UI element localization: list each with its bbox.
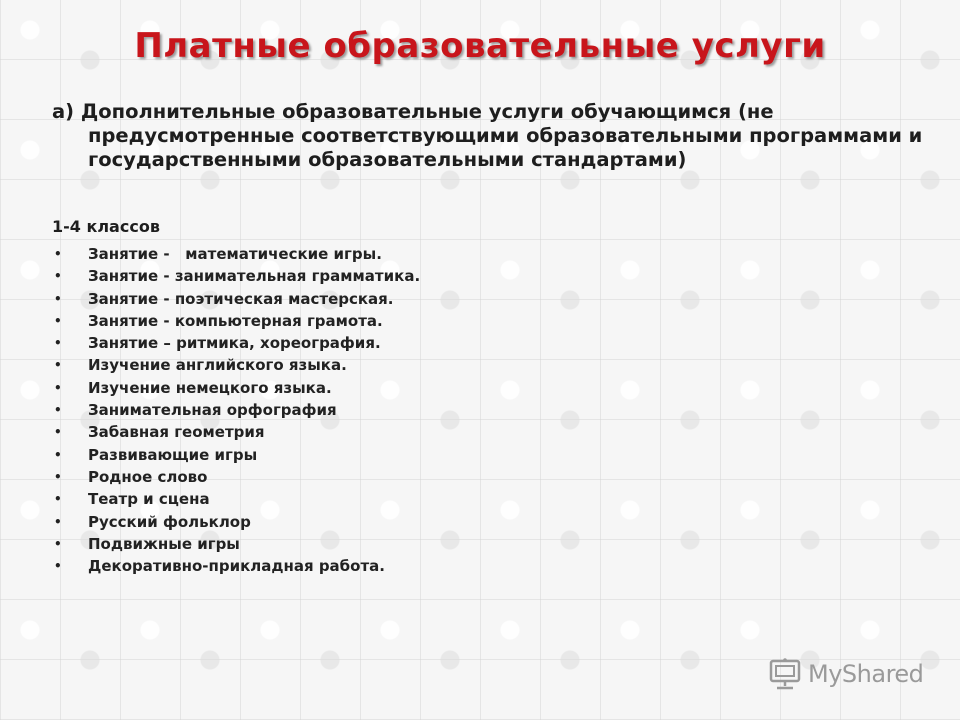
watermark-text: MyShared [808, 660, 924, 688]
bullet-icon: • [54, 380, 62, 395]
grade-label: 1-4 классов [52, 217, 160, 236]
list-item-text: Занятие - поэтическая мастерская. [88, 289, 394, 308]
bullet-icon: • [54, 247, 62, 261]
list-item-text: Изучение английского языка. [88, 356, 347, 375]
list-item [52, 511, 420, 533]
list-item-text: Занятие - занимательная грамматика. [88, 267, 421, 286]
list-item [52, 310, 420, 332]
list-item [52, 288, 420, 310]
bullet-icon: • [54, 469, 62, 484]
intro-paragraph: а) Дополнительные образовательные услуги обучающимся (не предусмотренные соответствующими образовательными программами и государственными образовательными стандартами) [52, 100, 923, 171]
list-item [52, 488, 420, 510]
list-item-text: Декоративно-прикладная работа. [88, 557, 385, 576]
list-item [52, 466, 420, 488]
list-item-text: Родное слово [88, 467, 208, 486]
bullet-icon: • [54, 336, 62, 351]
list-item [52, 421, 420, 443]
list-item [52, 243, 420, 265]
list-item [52, 399, 420, 421]
list-item-text: Занятие – ритмика, хореография. [88, 334, 381, 353]
list-item-text: Занятие - компьютерная грамота. [88, 311, 383, 330]
list-item-text: Русский фольклор [88, 512, 251, 531]
bullet-icon: • [54, 425, 62, 440]
list-item-text: Развивающие игры [88, 445, 258, 464]
bullet-icon: • [54, 559, 62, 574]
bullet-icon: • [54, 514, 62, 529]
list-item-text: Подвижные игры [88, 534, 240, 553]
list-item [52, 377, 420, 399]
bullet-icon: • [54, 313, 62, 328]
bullet-icon: • [54, 291, 62, 306]
list-item-text: Изучение немецкого языка. [88, 378, 332, 397]
list-item [52, 354, 420, 376]
myshared-watermark[interactable] [768, 656, 923, 692]
bullet-icon: • [54, 536, 62, 551]
bullet-icon: • [54, 358, 62, 373]
list-item [52, 265, 420, 287]
bullet-icon: • [54, 447, 62, 462]
presentation-board-icon [768, 657, 802, 691]
list-item [52, 533, 420, 555]
list-item-text: Занятие - математические игры. [88, 245, 382, 263]
list-item-text: Забавная геометрия [88, 423, 265, 442]
bullet-icon: • [54, 492, 62, 507]
list-item [52, 332, 420, 354]
bullet-icon: • [54, 403, 62, 418]
list-item [52, 555, 420, 577]
slide-title: Платные образовательные услуги [134, 26, 826, 66]
list-item-text: Театр и сцена [88, 490, 210, 509]
services-list [52, 243, 420, 577]
list-item [52, 444, 420, 466]
list-item-text: Занимательная орфография [88, 401, 337, 420]
bullet-icon: • [54, 269, 62, 284]
